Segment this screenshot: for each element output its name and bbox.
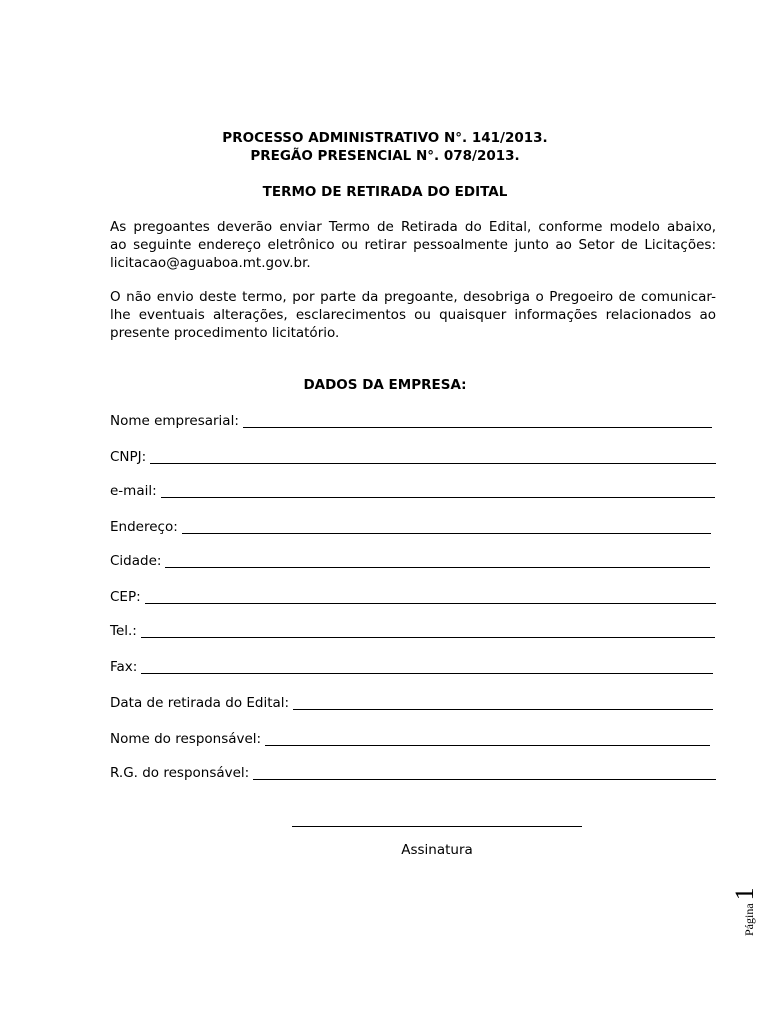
field-blank-line[interactable] — [145, 589, 716, 604]
field-label: Fax: — [110, 659, 138, 675]
notice-paragraph — [110, 288, 716, 342]
page-word: Página — [742, 903, 756, 936]
field-label: CNPJ: — [110, 449, 147, 465]
field-label: Nome do responsável: — [110, 731, 262, 747]
page-number — [730, 880, 760, 940]
process-number-heading: PROCESSO ADMINISTRATIVO N°. 141/2013. — [222, 130, 548, 146]
field-label: Cidade: — [110, 553, 162, 569]
field-blank-line[interactable] — [265, 731, 710, 746]
paragraph-line: lhe eventuais alterações, esclarecimentos ou quaisquer informações relacionados ao — [110, 307, 716, 323]
page-number-rotated — [730, 887, 760, 936]
instructions-paragraph — [110, 218, 716, 272]
address-field[interactable] — [110, 516, 711, 536]
retrieval-date-field[interactable] — [110, 692, 713, 712]
email-field[interactable] — [110, 480, 715, 500]
company-name-field[interactable] — [110, 410, 712, 430]
field-blank-line[interactable] — [253, 765, 716, 780]
cep-field[interactable] — [110, 586, 716, 606]
company-data-heading: DADOS DA EMPRESA: — [303, 377, 467, 393]
field-label: Nome empresarial: — [110, 413, 239, 429]
field-blank-line[interactable] — [161, 483, 715, 498]
page-number-value: 1 — [730, 887, 759, 901]
field-blank-line[interactable] — [243, 413, 712, 428]
field-label: R.G. do responsável: — [110, 765, 250, 781]
paragraph-line: As pregoantes deverão enviar Termo de Retirada do Edital, conforme modelo abaixo, — [110, 219, 716, 235]
phone-field[interactable] — [110, 620, 715, 640]
field-blank-line[interactable] — [293, 695, 713, 710]
field-label: e-mail: — [110, 483, 157, 499]
paragraph-line: presente procedimento licitatório. — [110, 325, 340, 341]
field-blank-line[interactable] — [141, 623, 715, 638]
field-blank-line[interactable] — [141, 659, 713, 674]
field-label: Data de retirada do Edital: — [110, 695, 290, 711]
field-blank-line[interactable] — [150, 449, 716, 464]
city-field[interactable] — [110, 550, 710, 570]
signature-label: Assinatura — [401, 842, 473, 858]
field-label: Tel.: — [110, 623, 137, 639]
field-label: Endereço: — [110, 519, 178, 535]
signature-line[interactable] — [292, 826, 582, 827]
paragraph-line: ao seguinte endereço eletrônico ou retirar pessoalmente junto ao Setor de Licitações: — [110, 237, 716, 253]
cnpj-field[interactable] — [110, 446, 716, 466]
document-title: TERMO DE RETIRADA DO EDITAL — [262, 184, 508, 200]
fax-field[interactable] — [110, 656, 713, 676]
field-blank-line[interactable] — [182, 519, 711, 534]
responsible-name-field[interactable] — [110, 728, 710, 748]
paragraph-line: licitacao@aguaboa.mt.gov.br. — [110, 255, 311, 271]
responsible-rg-field[interactable] — [110, 762, 716, 782]
auction-number-heading: PREGÃO PRESENCIAL N°. 078/2013. — [250, 148, 520, 164]
field-blank-line[interactable] — [165, 553, 710, 568]
paragraph-line: O não envio deste termo, por parte da pregoante, desobriga o Pregoeiro de comunicar- — [110, 289, 716, 305]
field-label: CEP: — [110, 589, 141, 605]
